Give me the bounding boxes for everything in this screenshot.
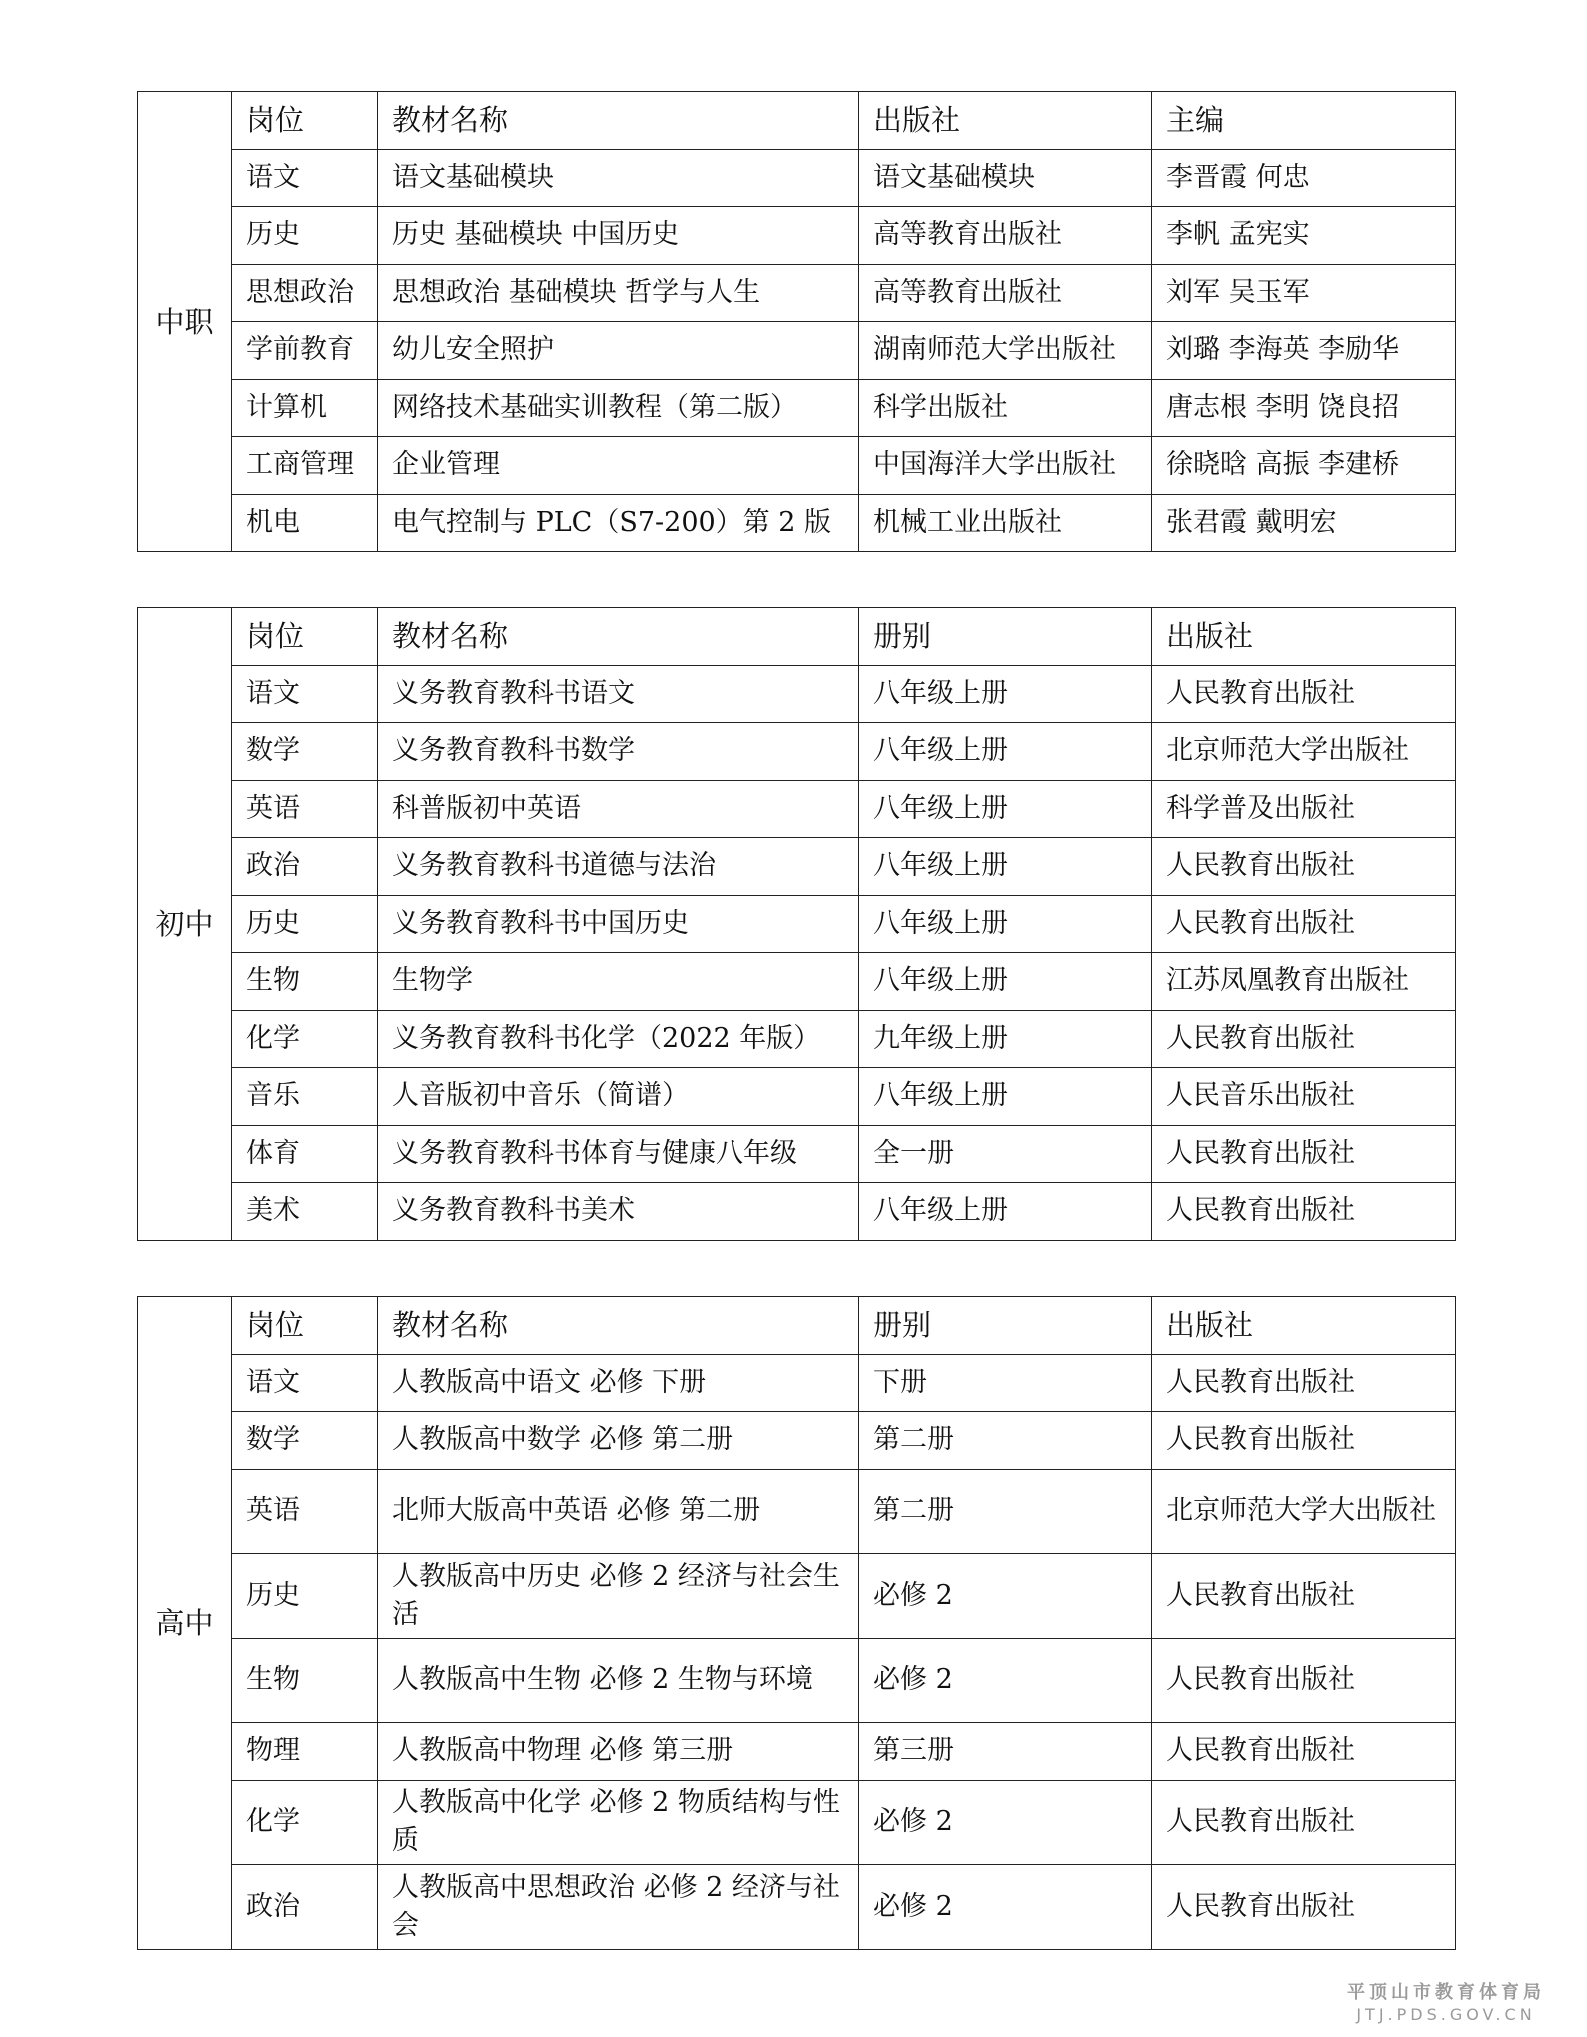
table-row [138,665,1456,723]
table-cell: 数学 [232,723,378,781]
table-cell: 人民教育出版社 [1152,665,1456,723]
table-cell: 八年级上册 [859,1068,1152,1126]
column-header: 岗位 [232,1297,378,1355]
table-row [138,1354,1456,1412]
table-cell: 历史 基础模块 中国历史 [378,207,859,265]
table-cell: 八年级上册 [859,838,1152,896]
table-row [138,1723,1456,1781]
table-cell: 语文基础模块 [378,149,859,207]
table-row [138,149,1456,207]
table-cell: 八年级上册 [859,780,1152,838]
table-cell: 第二册 [859,1412,1152,1470]
table-cell: 化学 [232,1780,378,1865]
table-cell: 人民教育出版社 [1152,1183,1456,1241]
column-header: 教材名称 [378,92,859,150]
table-cell: 人民教育出版社 [1152,1554,1456,1639]
school-level-label: 初中 [138,608,232,1241]
table-cell: 必修 2 [859,1780,1152,1865]
table-cell: 八年级上册 [859,895,1152,953]
table-cell: 义务教育教科书美术 [378,1183,859,1241]
table-header-row [138,92,1456,150]
vocational-textbook-table [137,91,1456,552]
table-cell: 九年级上册 [859,1010,1152,1068]
table-cell: 思想政治 [232,264,378,322]
table-cell: 下册 [859,1354,1152,1412]
senior-textbook-table [137,1296,1456,1950]
table-cell: 八年级上册 [859,723,1152,781]
table-row [138,780,1456,838]
table-cell: 生物学 [378,953,859,1011]
table-cell: 张君霞 戴明宏 [1152,494,1456,552]
table-cell: 人教版高中物理 必修 第三册 [378,1723,859,1781]
column-header: 岗位 [232,92,378,150]
table-cell: 语文 [232,149,378,207]
column-header: 主编 [1152,92,1456,150]
table-row [138,437,1456,495]
table-row [138,723,1456,781]
column-header: 出版社 [1152,608,1456,666]
column-header: 教材名称 [378,1297,859,1355]
junior-textbook-table [137,607,1456,1241]
table-cell: 历史 [232,1554,378,1639]
table-cell: 计算机 [232,379,378,437]
table-cell: 徐晓晗 高振 李建桥 [1152,437,1456,495]
table-row [138,494,1456,552]
table-cell: 人民教育出版社 [1152,895,1456,953]
column-header: 出版社 [1152,1297,1456,1355]
table-header-row [138,1297,1456,1355]
table-cell: 义务教育教科书语文 [378,665,859,723]
table-cell: 化学 [232,1010,378,1068]
table-cell: 数学 [232,1412,378,1470]
table-cell: 唐志根 李明 饶良招 [1152,379,1456,437]
table-row [138,1068,1456,1126]
table-cell: 江苏凤凰教育出版社 [1152,953,1456,1011]
table-cell: 北京师范大学大出版社 [1152,1469,1456,1554]
column-header: 册别 [859,608,1152,666]
table-cell: 政治 [232,838,378,896]
table-cell: 网络技术基础实训教程（第二版） [378,379,859,437]
table-cell: 中国海洋大学出版社 [859,437,1152,495]
table-cell: 人民教育出版社 [1152,1638,1456,1723]
table-cell: 全一册 [859,1125,1152,1183]
table-cell: 政治 [232,1865,378,1950]
table-cell: 物理 [232,1723,378,1781]
table-cell: 义务教育教科书道德与法治 [378,838,859,896]
table-cell: 刘军 吴玉军 [1152,264,1456,322]
table-cell: 必修 2 [859,1638,1152,1723]
table-row [138,838,1456,896]
table-cell: 人教版高中历史 必修 2 经济与社会生活 [378,1554,859,1639]
table-cell: 八年级上册 [859,665,1152,723]
table-cell: 历史 [232,895,378,953]
table-cell: 义务教育教科书化学（2022 年版） [378,1010,859,1068]
table-cell: 李晋霞 何忠 [1152,149,1456,207]
table-cell: 高等教育出版社 [859,264,1152,322]
table-cell: 英语 [232,780,378,838]
table-cell: 第二册 [859,1469,1152,1554]
table-cell: 人教版高中生物 必修 2 生物与环境 [378,1638,859,1723]
table-cell: 人民教育出版社 [1152,1412,1456,1470]
table-cell: 机械工业出版社 [859,494,1152,552]
table-row [138,953,1456,1011]
table-cell: 湖南师范大学出版社 [859,322,1152,380]
table-cell: 科学普及出版社 [1152,780,1456,838]
table-row [138,207,1456,265]
site-watermark [1347,1982,1545,2026]
table-cell: 义务教育教科书中国历史 [378,895,859,953]
table-row [138,895,1456,953]
table-cell: 人民教育出版社 [1152,838,1456,896]
table-cell: 科学出版社 [859,379,1152,437]
table-cell: 人民教育出版社 [1152,1125,1456,1183]
table-cell: 人民教育出版社 [1152,1010,1456,1068]
table-cell: 人民教育出版社 [1152,1354,1456,1412]
table-cell: 工商管理 [232,437,378,495]
table-cell: 幼儿安全照护 [378,322,859,380]
table-cell: 历史 [232,207,378,265]
watermark-url: JTJ.PDS.GOV.CN [1356,2005,1536,2024]
table-cell: 人教版高中化学 必修 2 物质结构与性质 [378,1780,859,1865]
table-row [138,1780,1456,1865]
table-cell: 科普版初中英语 [378,780,859,838]
table-row [138,379,1456,437]
table-row [138,1638,1456,1723]
table-cell: 人民教育出版社 [1152,1865,1456,1950]
table-row [138,1865,1456,1950]
table-cell: 语文基础模块 [859,149,1152,207]
table-cell: 生物 [232,953,378,1011]
table-cell: 义务教育教科书体育与健康八年级 [378,1125,859,1183]
table-cell: 学前教育 [232,322,378,380]
table-row [138,322,1456,380]
table-cell: 人民教育出版社 [1152,1723,1456,1781]
table-cell: 义务教育教科书数学 [378,723,859,781]
table-row [138,1412,1456,1470]
table-cell: 八年级上册 [859,1183,1152,1241]
table-cell: 必修 2 [859,1865,1152,1950]
table-cell: 体育 [232,1125,378,1183]
school-level-label: 高中 [138,1297,232,1950]
table-cell: 企业管理 [378,437,859,495]
table-cell: 人音版初中音乐（简谱） [378,1068,859,1126]
table-cell: 高等教育出版社 [859,207,1152,265]
table-cell: 人教版高中数学 必修 第二册 [378,1412,859,1470]
table-cell: 音乐 [232,1068,378,1126]
table-row [138,1125,1456,1183]
table-cell: 人民教育出版社 [1152,1780,1456,1865]
table-cell: 语文 [232,665,378,723]
table-cell: 人教版高中语文 必修 下册 [378,1354,859,1412]
table-row [138,1554,1456,1639]
table-cell: 第三册 [859,1723,1152,1781]
table-cell: 机电 [232,494,378,552]
table-row [138,264,1456,322]
table-cell: 北师大版高中英语 必修 第二册 [378,1469,859,1554]
watermark-name: 平顶山市教育体育局 [1347,1982,1545,2003]
table-row [138,1010,1456,1068]
column-header: 岗位 [232,608,378,666]
table-cell: 李帆 孟宪实 [1152,207,1456,265]
table-row [138,1183,1456,1241]
column-header: 册别 [859,1297,1152,1355]
table-row [138,1469,1456,1554]
table-cell: 语文 [232,1354,378,1412]
column-header: 出版社 [859,92,1152,150]
table-cell: 八年级上册 [859,953,1152,1011]
table-cell: 电气控制与 PLC（S7-200）第 2 版 [378,494,859,552]
table-cell: 必修 2 [859,1554,1152,1639]
table-cell: 北京师范大学出版社 [1152,723,1456,781]
table-cell: 思想政治 基础模块 哲学与人生 [378,264,859,322]
table-cell: 刘璐 李海英 李励华 [1152,322,1456,380]
table-header-row [138,608,1456,666]
table-cell: 美术 [232,1183,378,1241]
table-cell: 英语 [232,1469,378,1554]
table-cell: 人教版高中思想政治 必修 2 经济与社会 [378,1865,859,1950]
school-level-label: 中职 [138,92,232,552]
table-cell: 人民音乐出版社 [1152,1068,1456,1126]
table-cell: 生物 [232,1638,378,1723]
column-header: 教材名称 [378,608,859,666]
